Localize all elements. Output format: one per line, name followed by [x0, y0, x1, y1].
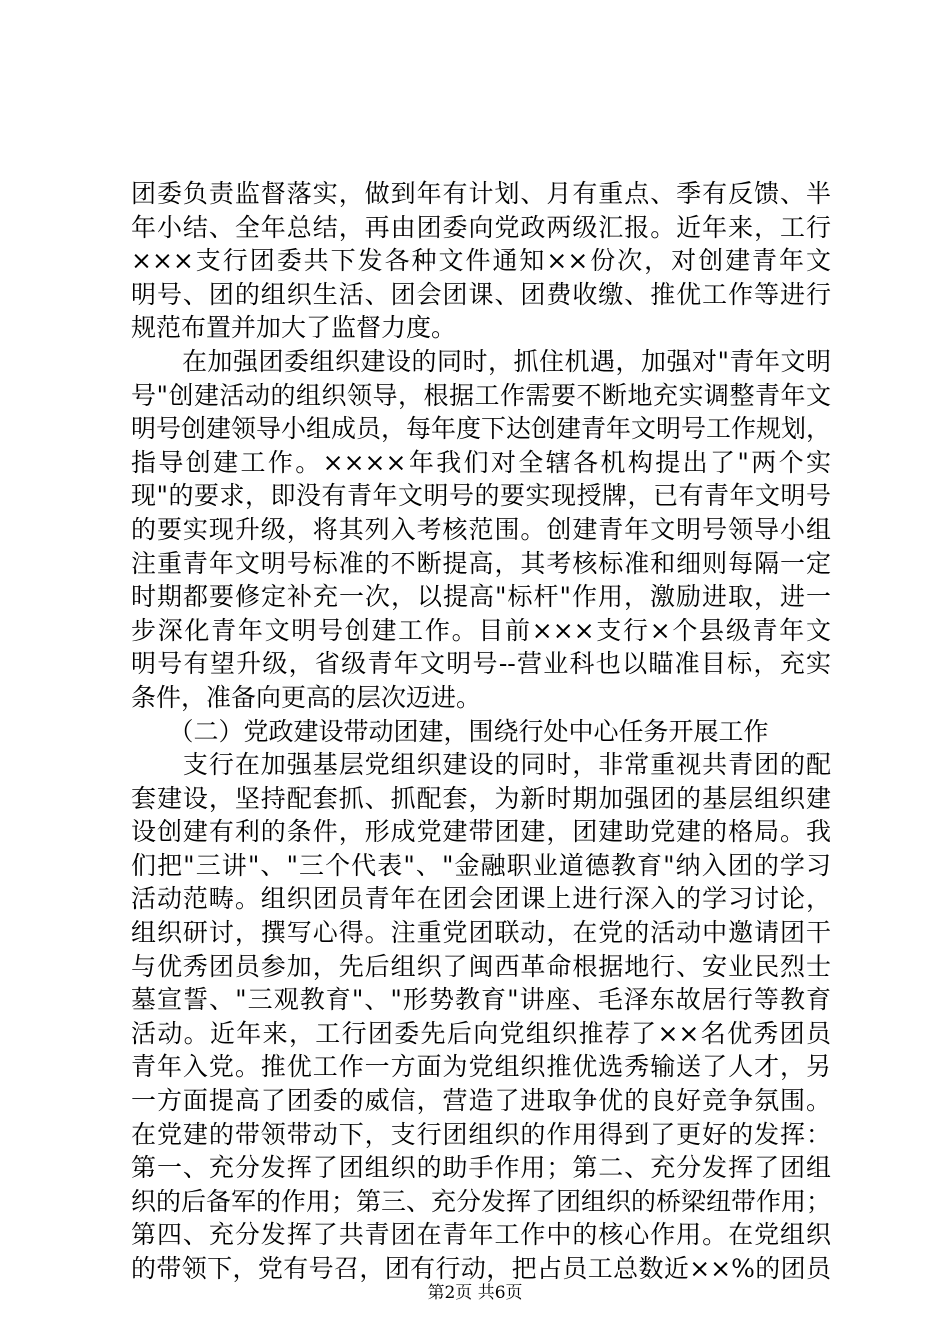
text-line: 明号创建领导小组成员，每年度下达创建青年文明号工作规划， — [131, 414, 832, 444]
text-line: 年小结、全年总结，再由团委向党政两级汇报。近年来，工行 — [131, 212, 831, 242]
text-line: 一方面提高了团委的威信，营造了进取争优的良好竞争氛围。 — [131, 1086, 831, 1116]
text-line: 组织研讨，撰写心得。注重党团联动，在党的活动中邀请团干 — [131, 918, 831, 948]
text-line: 现"的要求，即没有青年文明号的要实现授牌，已有青年文明号 — [131, 481, 831, 511]
text-line: 们把"三讲"、"三个代表"、"金融职业道德教育"纳入团的学习 — [131, 850, 831, 880]
text-line: 墓宣誓、"三观教育"、"形势教育"讲座、毛泽东故居行等教育 — [131, 985, 831, 1015]
body-text — [131, 177, 831, 1286]
text-line: 的带领下，党有号召，团有行动，把占员工总数近××%的团员 — [131, 1254, 831, 1283]
text-line: 织的后备军的作用；第三、充分发挥了团组织的桥梁纽带作用； — [131, 1186, 832, 1216]
text-line: 注重青年文明号标准的不断提高，其考核标准和细则每隔一定 — [131, 548, 831, 578]
text-line: 指导创建工作。××××年我们对全辖各机构提出了"两个实 — [131, 447, 831, 477]
text-line: 第四、充分发挥了共青团在青年工作中的核心作用。在党组织 — [131, 1220, 831, 1250]
text-line: 规范布置并加大了监督力度。 — [131, 313, 457, 343]
text-line: 步深化青年文明号创建工作。目前×××支行×个县级青年文 — [131, 615, 831, 645]
text-line: 时期都要修定补充一次，以提高"标杆"作用，激励进取，进一 — [131, 582, 831, 612]
text-line: ×××支行团委共下发各种文件通知××份次，对创建青年文 — [131, 246, 831, 276]
text-line: 号"创建活动的组织领导，根据工作需要不断地充实调整青年文 — [131, 380, 831, 410]
text-line: 明号、团的组织生活、团会团课、团费收缴、推优工作等进行 — [131, 279, 831, 309]
text-line: 第一、充分发挥了团组织的助手作用；第二、充分发挥了团组 — [131, 1153, 831, 1183]
text-line: 条件，准备向更高的层次迈进。 — [131, 682, 482, 712]
page-number-footer: 第2页 共6页 — [427, 1283, 523, 1303]
section-heading: （二）党政建设带动团建，围绕行处中心任务开展工作 — [131, 716, 769, 746]
text-line: 活动范畴。组织团员青年在团会团课上进行深入的学习讨论， — [131, 884, 831, 914]
text-line: 设创建有利的条件，形成党建带团建，团建助党建的格局。我 — [131, 817, 831, 847]
text-line: 青年入党。推优工作一方面为党组织推优选秀输送了人才，另 — [131, 1052, 831, 1082]
text-line: 团委负责监督落实，做到年有计划、月有重点、季有反馈、半 — [131, 179, 831, 208]
text-line: 在加强团委组织建设的同时，抓住机遇，加强对"青年文明 — [131, 346, 831, 376]
text-line: 明号有望升级，省级青年文明号--营业科也以瞄准目标，充实 — [131, 649, 831, 679]
text-line: 活动。近年来，工行团委先后向党组织推荐了××名优秀团员 — [131, 1018, 831, 1048]
text-line: 套建设，坚持配套抓、抓配套，为新时期加强团的基层组织建 — [131, 783, 831, 813]
text-line: 支行在加强基层党组织建设的同时，非常重视共青团的配 — [131, 750, 831, 780]
text-line: 与优秀团员参加，先后组织了闽西革命根据地行、安业民烈士 — [131, 951, 831, 981]
text-line: 的要实现升级，将其列入考核范围。创建青年文明号领导小组 — [131, 514, 831, 544]
text-line: 在党建的带领带动下，支行团组织的作用得到了更好的发挥： — [131, 1119, 831, 1149]
